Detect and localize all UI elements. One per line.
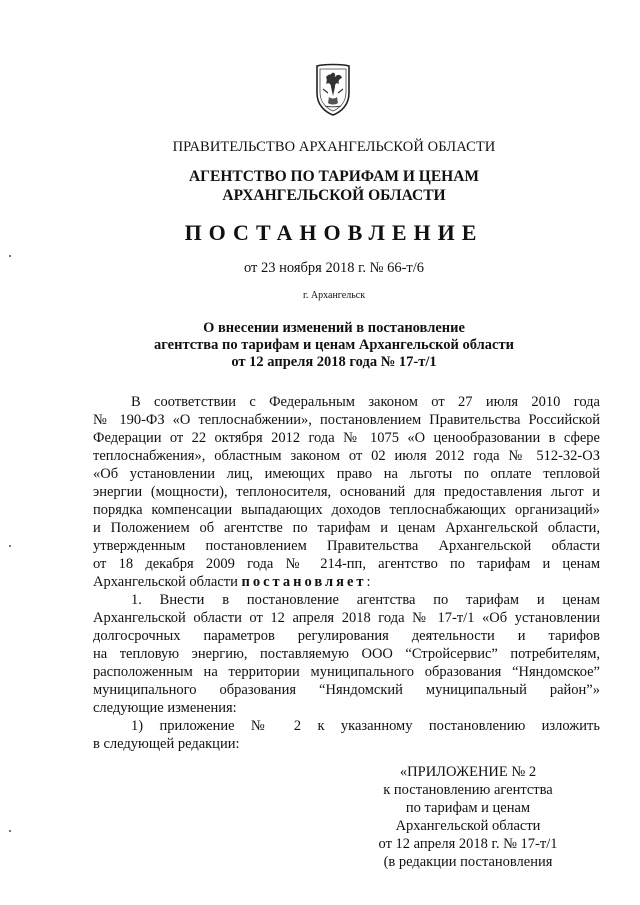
document-type: ПОСТАНОВЛЕНИЕ <box>184 220 484 245</box>
appendix-line: по тарифам и ценам <box>405 800 531 816</box>
subitem-1-line: в следующей редакции: <box>93 736 240 752</box>
scan-mark <box>9 255 11 257</box>
document-city: г. Архангельск <box>302 290 366 301</box>
subject-line3: от 12 апреля 2018 года № 17-т/1 <box>231 354 437 370</box>
coat-of-arms-icon <box>311 63 355 117</box>
resolves-prefix: Архангельской области <box>93 574 242 590</box>
resolves-suffix: : <box>366 574 371 590</box>
appendix-line: Архангельской области <box>395 818 541 834</box>
item-1-line: 1. Внести в постановление агентства по тарифам и ценам <box>131 592 600 608</box>
agency-title <box>0 167 640 205</box>
item-1-line: расположенным на территории муниципального образования “Няндомское” <box>93 664 600 680</box>
item-1-line: на тепловую энергию, поставляемую ООО “Стройсервис” потребителям, <box>93 646 600 662</box>
item-1-line: следующие изменения: <box>93 700 237 716</box>
resolves-word: постановляет <box>241 574 367 590</box>
body-line-resolves <box>93 573 600 591</box>
government-title: ПРАВИТЕЛЬСТВО АРХАНГЕЛЬСКОЙ ОБЛАСТИ <box>172 139 496 155</box>
body-line: порядка компенсации выпадающих доходов теплоснабжающих организаций» <box>93 502 600 518</box>
body-line: № 190-ФЗ «О теплоснабжении», постановлением Правительства Российской <box>93 412 600 428</box>
body-line: В соответствии с Федеральным законом от 27 июля 2010 года <box>131 394 600 410</box>
appendix-line: к постановлению агентства <box>383 782 553 798</box>
scan-mark <box>9 830 11 832</box>
body-line: Федерации от 22 октября 2012 года № 1075 «О ценообразовании в сфере <box>93 430 600 446</box>
agency-title-line1: АГЕНТСТВО ПО ТАРИФАМ И ЦЕНАМ <box>188 168 480 185</box>
appendix-line: «ПРИЛОЖЕНИЕ № 2 <box>399 764 537 780</box>
subject-line2: агентства по тарифам и ценам Архангельской области <box>154 337 514 353</box>
appendix-line: от 12 апреля 2018 г. № 17-т/1 <box>378 836 558 852</box>
subitem-1-line: 1) приложение № 2 к указанному постановлению изложить <box>131 718 600 734</box>
subject-line1: О внесении изменений в постановление <box>203 320 465 336</box>
body-line: и Положением об агентстве по тарифам и ценам Архангельской области, <box>93 520 600 536</box>
item-1-line: муниципального образования “Няндомский муниципальный район”» <box>93 682 600 698</box>
body-line: утвержденным постановлением Правительства Архангельской области <box>93 538 600 554</box>
document-date-number: от 23 ноября 2018 г. № 66-т/6 <box>243 260 425 276</box>
item-1-line: долгосрочных параметров регулирования деятельности и тарифов <box>93 628 600 644</box>
appendix-heading <box>363 763 573 871</box>
body-line: энергии (мощности), теплоносителя, оснований для предоставления льгот и <box>93 484 600 500</box>
item-1-line: Архангельской области от 12 апреля 2018 года № 17-т/1 «Об установлении <box>93 610 600 626</box>
body-line: от 18 декабря 2009 года № 214-пп, агентство по тарифам и ценам <box>93 556 600 572</box>
body-line: «Об установлении лиц, имеющих право на льготы по оплате тепловой <box>93 466 600 482</box>
agency-title-line2: АРХАНГЕЛЬСКОЙ ОБЛАСТИ <box>222 187 446 204</box>
scan-mark <box>9 545 11 547</box>
body-line: теплоснабжения», областным законом от 02 июля 2012 года № 512-32-ОЗ <box>93 448 600 464</box>
appendix-line: (в редакции постановления <box>383 854 553 870</box>
document-subject <box>0 320 640 371</box>
